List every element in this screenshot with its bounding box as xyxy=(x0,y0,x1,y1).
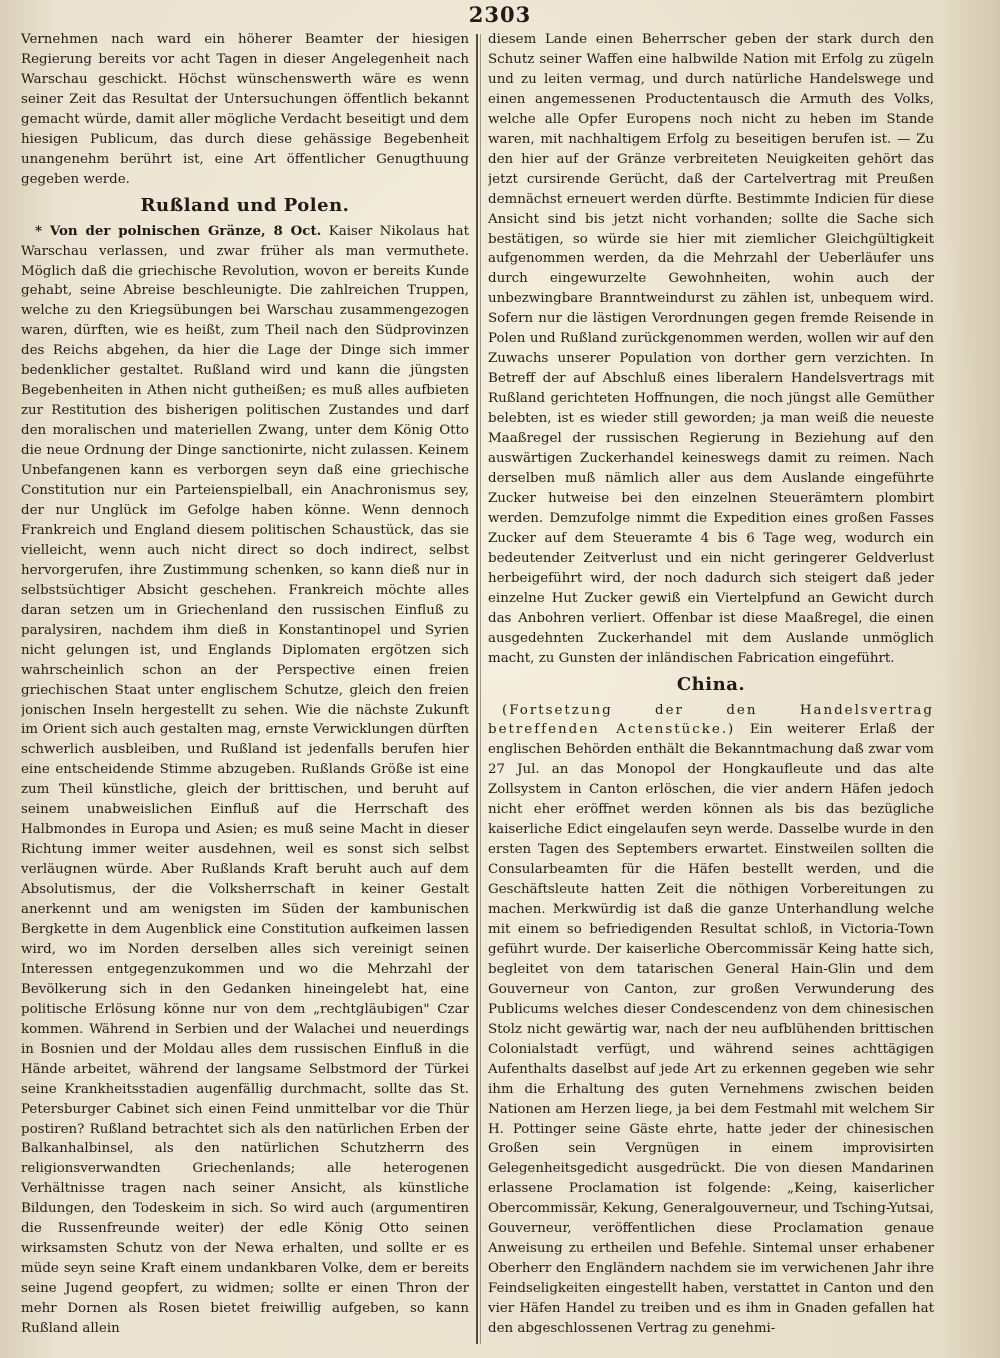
page-number: 2303 xyxy=(468,2,532,27)
section-heading-china: China. xyxy=(676,673,746,695)
continued-paragraph: diesem Lande einen Beherrscher geben der stark durch den Schutz seiner Waffen eine halbwilde Nation mit Erfolg zu zügeln und zu leiten vermag, und durch natürliche Handelswege und einen angemessenen Productentausch die Armuth des Volks, welche alle Opfer Europens noch nicht zu heben im Stande waren, mit nachhaltigem Erfolg zu beseitigen berufen ist. — Zu den hier auf der Gränze verbreiteten Neuigkeiten gehört das jetzt cursirende Gerücht, daß der Cartelvertrag mit Preußen demnächst erneuert werden dürfte. Bestimmte Indicien für diese Ansicht sind bis jetzt nicht vorhanden; sollte die Sache sich bestätigen, so würde sie hier mit ziemlicher Gleichgültigkeit aufgenommen werden, da die Mehrzahl der Ueberläufer uns durch eingewurzelte Gewohnheiten, wohin auch der unbezwingbare Branntweindurst zu zählen ist, unbequem wird. Sofern nur die lästigen Verordnungen gegen fremde Reisende in Polen und Rußland zurückgenommen werden, wollen wir auf den Zuwachs unserer Population von dorther gern verzichten. In Betreff der auf Abschluß eines liberalern Handelsvertrags mit Rußland gerichteten Hoffnungen, die noch jüngst alle Gemüther belebten, ist es wieder still geworden; ja man weiß die neueste Maaßregel der russischen Regierung in Beziehung auf den auswärtigen Zuckerhandel keineswegs damit zu reimen. Nach derselben muß nämlich aller aus dem Auslande eingeführte Zucker hutweise bei den einzelnen Steuerämtern plombirt werden. Demzufolge nimmt die Expedition eines großen Fasses Zucker auf dem Steueramte 4 bis 6 Tage weg, wodurch ein bedeutender Zeitverlust und ein nicht geringerer Geldverlust herbeigeführt wird, der noch dadurch sich steigert daß jeder einzelne Hut Zucker gewiß ein Viertelpfund an Gewicht durch das Anbohren verliert. Offenbar ist diese Maaßregel, die einen ausgedehnten Zuckerhandel mit dem Auslande unmöglich macht, zu Gunsten der inländischen Fabrication eingeführt. xyxy=(488,32,934,666)
article-body: Ein weiterer Erlaß der englischen Behörden enthält die Bekanntmachung daß zwar vom 27 Jul. an das Monopol der Hongkaufleute und das alte Zollsystem in Canton erlöschen, die vier andern Häfen jedoch nicht eher eröffnet werden können als bis das bezügliche kaiserliche Edict eingelaufen seyn werde. Dasselbe wurde in den ersten Tagen des Septembers erwartet. Einstweilen sollten die Consularbeamten für die Häfen bestellt werden, und die Geschäftsleute hatten Zeit die nöthigen Vorbereitungen zu machen. Merkwürdig ist daß die ganze Unterhandlung welche mit einem so befriedigenden Resultat schloß, in Victoria-Town geführt wurde. Der kaiserliche Obercommissär Keing hatte sich, begleitet von dem tatarischen General Hain-Glin und dem Gouverneur von Canton, zur großen Verwunderung des Publicums welches dieser Condescendenz von dem chinesischen Stolz nicht gewärtig war, nach der neu aufblühenden brittischen Colonialstadt verfügt, und während seines achttägigen Aufenthalts daselbst auf jede Art zu erkennen gegeben wie sehr ihm die Erhaltung des guten Vernehmens zwischen beiden Nationen am Herzen liege, ja bei dem Festmahl mit welchem Sir H. Pottinger seine Gäste ehrte, hatte jeder der chinesischen Großen sein Vergnügen in einem improvisirten Gelegenheitsgedicht ausgedrückt. Die von diesen Mandarinen erlassene Proclamation ist folgende: „Keing, kaiserlicher Obercommissär, Kekung, Generalgouverneur, und Tsching-Yutsai, Gouverneur, veröffentlichen diese Proclamation genaue Anweisung zu ertheilen und Befehle. Sintemal unser erhabener Oberherr den Engländern nachdem sie im verwichenen Jahr ihre Feindseligkeiten eingestellt haben, verstattet in Canton und den vier Häfen Handel zu treiben und es ihm in Gnaden gefallen hat den abgeschlossenen Vertrag zu genehmi- xyxy=(488,722,934,1337)
left-column xyxy=(21,30,469,1344)
right-column xyxy=(488,30,934,1344)
section-heading-russia-poland: Rußland und Polen. xyxy=(140,194,350,216)
intro-paragraph: Vernehmen nach ward ein höherer Beamter der hiesigen Regierung bereits vor acht Tagen in dieser Angelegenheit nach Warschau geschickt. Höchst wünschenswerth wäre es wenn seiner Zeit das Resultat der Untersuchungen öffentlich bekannt gemacht würde, damit aller mögliche Verdacht beseitigt und dem hiesigen Publicum, das durch diese gehässige Begebenheit unangenehm berührt ist, eine Art öffentlicher Genugthuung gegeben werde. xyxy=(21,32,469,187)
article-china xyxy=(488,701,934,1340)
column-divider xyxy=(476,34,478,1344)
article-body: Kaiser Nikolaus hat Warschau verlassen, und zwar früher als man vermuthete. Möglich daß die griechische Revolution, wovon er bereits Kunde gehabt, seine Abreise beschleunigte. Die zahlreichen Truppen, welche zu den Kriegsübungen bei Warschau zusammengezogen waren, dürften, wie es heißt, zum Theil nach den Südprovinzen des Reichs abgehen, da hier die Lage der Dinge sich immer bedenklicher gestaltet. Rußland wird und kann die jüngsten Begebenheiten in Athen nicht gutheißen; es muß alles aufbieten zur Restitution des bisherigen politischen Zustandes und darf den moralischen und materiellen Zwang, unter dem König Otto die neue Ordnung der Dinge sanctionirte, nicht zulassen. Keinem Unbefangenen kann es verborgen seyn daß eine griechische Constitution nur ein Parteienspielball, ein Anachronismus sey, der nur Unglück im Gefolge haben könne. Wenn dennoch Frankreich und England diesem politischen Schaustück, das sie vielleicht, wenn auch nicht direct so doch indirect, selbst hervorgerufen, ihre Zustimmung schenken, so kann dieß nur in selbstsüchtiger Absicht geschehen. Frankreich möchte alles daran setzen um in Griechenland den russischen Einfluß zu paralysiren, nachdem ihm dieß in Konstantinopel und Syrien nicht gelungen ist, und Englands Diplomaten ergötzen sich wahrscheinlich schon an der Perspective einen freien griechischen Staat unter englischem Schutze, gleich den freien jonischen Inseln hergestellt zu sehen. Wie die nächste Zukunft im Orient sich auch gestalten mag, ernste Verwicklungen dürften schwerlich ausbleiben, und Rußland ist jedenfalls berufen hier eine entscheidende Stimme abzugeben. Rußlands Größe ist eine zum Theil künstliche, gleich der brittischen, und beruht auf seinem unabweislichen Einfluß auf die Herrschaft des Halbmondes in Europa und Asien; es muß seine Macht in dieser Richtung immer weiter ausdehnen, weil es sonst sich selbst verläugnen würde. Aber Rußlands Kraft beruht auch auf dem Absolutismus, der die Volksherrschaft in keiner Gestalt anerkennt und am wenigsten im Süden der kambunischen Bergkette in dem Augenblick eine Constitution aufkeimen lassen wird, wo im Norden derselben alles sich vereinigt seinen Interessen entgegenzukommen und wo die Mehrzahl der Bevölkerung sich in den Gedanken hineingelebt hat, eine politische Erlösung könne nur von dem „rechtgläubigen" Czar kommen. Während in Serbien und der Walachei und neuerdings in Bosnien und der Moldau alles dem russischen Einfluß in die Hände arbeitet, während der langsame Selbstmord der Türkei seine Krankheitsstadien augenfällig durchmacht, sollte das St. Petersburger Cabinet sich einen Feind unmittelbar vor die Thür postiren? Rußland betrachtet sich als den natürlichen Erben der Balkanhalbinsel, als den natürlichen Schutzherrn des religionsverwandten Griechenlands; alle heterogenen Verhältnisse tragen nach seiner Ansicht, als künstliche Bildungen, den Todeskeim in sich. So wird auch (argumentiren die Russenfreunde weiter) der edle König Otto seinen wirksamsten Schutz von der Newa erhalten, und sollte er es müde seyn seine Kraft einem undankbaren Volke, dem er bereits seine Jugend geopfert, zu widmen; sollte er einen Thron der mehr Dornen als Rosen bietet freiwillig aufgeben, so kann Rußland allein xyxy=(21,223,469,1337)
column-divider-thin xyxy=(480,34,481,1344)
article-russia-poland xyxy=(21,222,469,1339)
article-dateline: * Von der polnischen Gränze, 8 Oct. xyxy=(35,222,322,239)
article-lead: (Fortsetzung der den Handelsvertrag betreffenden Actenstücke.) xyxy=(488,702,934,738)
